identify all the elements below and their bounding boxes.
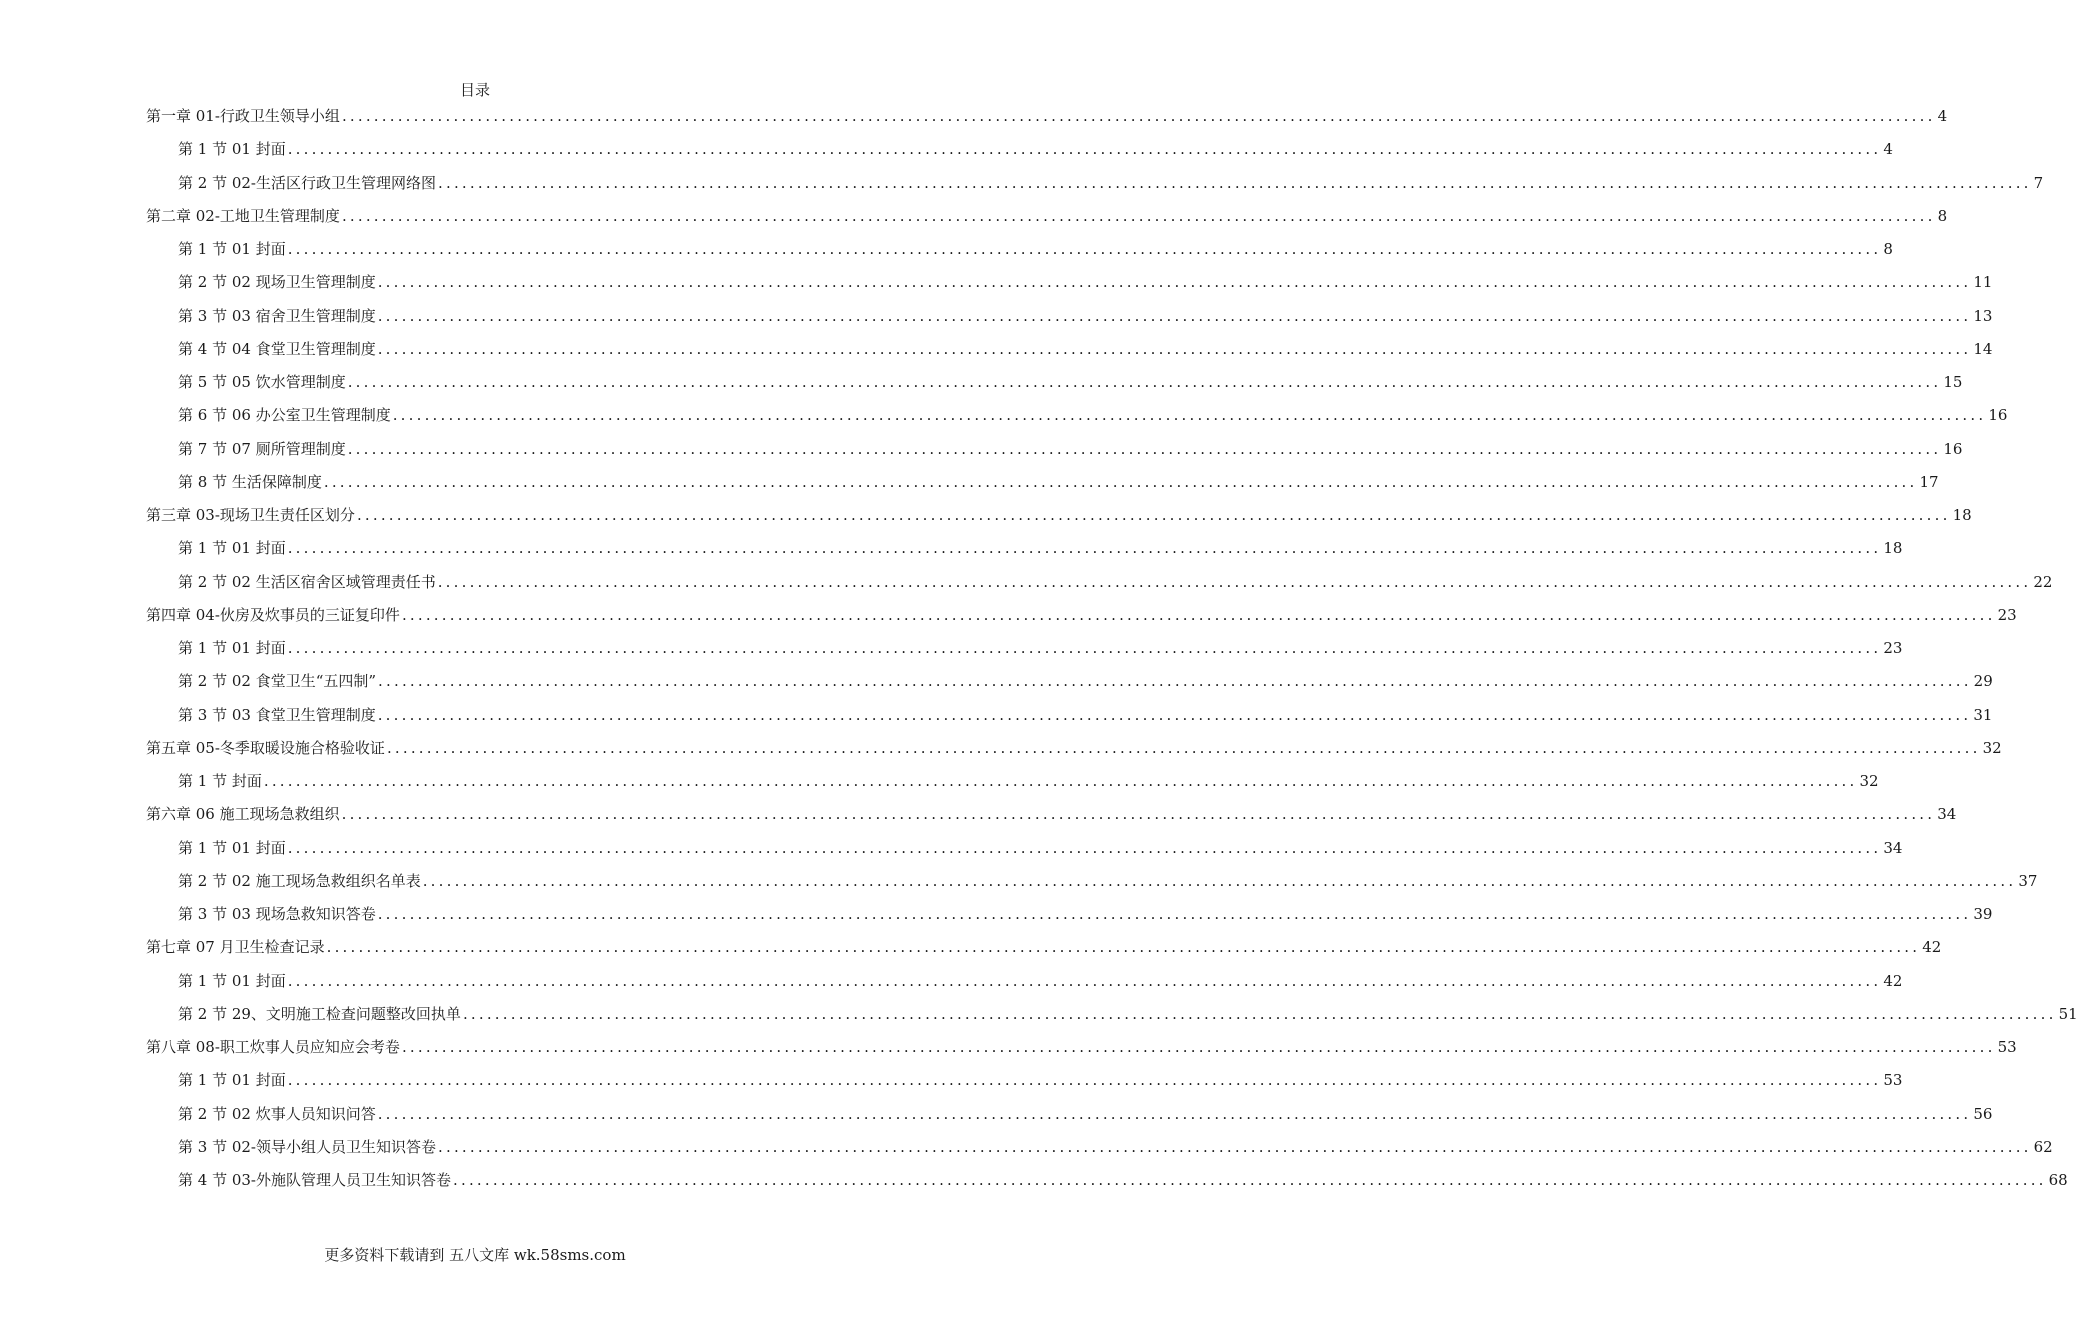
toc-leader-dots: ........................................................................................................................................................................................................	[438, 174, 2032, 192]
toc-leader-dots: ........................................................................................................................................................................................................	[287, 839, 1882, 857]
toc-leader-dots: ........................................................................................................................................................................................................	[377, 905, 1972, 923]
toc-entry-title: 第 4 节 03-外施队管理人员卫生知识答卷	[178, 1171, 452, 1189]
toc-section-entry[interactable]	[178, 338, 1993, 360]
toc-page-number: 8	[1883, 240, 1893, 258]
toc-section-entry[interactable]	[178, 837, 1903, 859]
toc-leader-dots: ........................................................................................................................................................................................................	[287, 140, 1882, 158]
toc-entry-title: 第 2 节 02 炊事人员知识问答	[178, 1105, 376, 1123]
toc-entry-title: 第六章 06 施工现场急救组织	[146, 805, 340, 823]
toc-entry-title: 第 1 节 01 封面	[178, 639, 286, 657]
toc-page-number: 51	[2058, 1005, 2078, 1023]
toc-page-number: 17	[1919, 473, 1939, 491]
toc-entry-title: 第 1 节 01 封面	[178, 539, 286, 557]
toc-entry-title: 第 6 节 06 办公室卫生管理制度	[178, 406, 391, 424]
toc-section-entry[interactable]	[178, 571, 2053, 593]
toc-leader-dots: ........................................................................................................................................................................................................	[377, 273, 1972, 291]
toc-leader-dots: ........................................................................................................................................................................................................	[341, 207, 1936, 225]
toc-page-number: 16	[1988, 406, 2008, 424]
toc-page-number: 23	[1883, 639, 1903, 657]
toc-entry-title: 第四章 04-伙房及炊事员的三证复印件	[146, 606, 400, 624]
toc-leader-dots: ........................................................................................................................................................................................................	[326, 938, 1921, 956]
toc-section-entry[interactable]	[178, 404, 2008, 426]
toc-page-number: 53	[1883, 1071, 1903, 1089]
toc-section-entry[interactable]	[178, 271, 1993, 293]
toc-leader-dots: ........................................................................................................................................................................................................	[401, 1038, 1996, 1056]
toc-page-number: 62	[2033, 1138, 2053, 1156]
toc-page-number: 34	[1937, 805, 1957, 823]
toc-page-number: 39	[1973, 905, 1993, 923]
toc-page-number: 18	[1952, 506, 1972, 524]
toc-page-number: 4	[1883, 140, 1893, 158]
page-footer: 更多资料下载请到 五八文库 wk.58sms.com	[324, 1246, 626, 1264]
toc-entry-title: 第八章 08-职工炊事人员应知应会考卷	[146, 1038, 400, 1056]
toc-leader-dots: ........................................................................................................................................................................................................	[263, 772, 1858, 790]
page-title: 目录	[459, 81, 490, 99]
toc-entry-title: 第 2 节 02 现场卫生管理制度	[178, 273, 376, 291]
toc-leader-dots: ........................................................................................................................................................................................................	[392, 406, 1987, 424]
toc-page-number: 23	[1997, 606, 2017, 624]
toc-page-number: 15	[1943, 373, 1963, 391]
toc-leader-dots: ........................................................................................................................................................................................................	[377, 1105, 1972, 1123]
toc-entry-title: 第 3 节 02-领导小组人员卫生知识答卷	[178, 1138, 437, 1156]
toc-entry-title: 第一章 01-行政卫生领导小组	[146, 107, 340, 125]
toc-entry-title: 第 2 节 29、文明施工检查问题整改回执单	[178, 1005, 461, 1023]
toc-leader-dots: ........................................................................................................................................................................................................	[347, 440, 1942, 458]
toc-leader-dots: ........................................................................................................................................................................................................	[287, 240, 1882, 258]
toc-chapter-entry[interactable]	[146, 803, 1957, 825]
toc-section-entry[interactable]	[178, 138, 1893, 160]
toc-entry-title: 第 1 节 01 封面	[178, 140, 286, 158]
toc-page-number: 8	[1937, 207, 1948, 225]
toc-page-number: 16	[1943, 440, 1963, 458]
toc-page-number: 4	[1937, 107, 1948, 125]
toc-entry-title: 第 7 节 07 厕所管理制度	[178, 440, 346, 458]
toc-leader-dots: ........................................................................................................................................................................................................	[356, 506, 1951, 524]
toc-section-entry[interactable]	[178, 438, 1963, 460]
toc-section-entry[interactable]	[178, 903, 1993, 925]
toc-entry-title: 第 2 节 02 生活区宿舍区域管理责任书	[178, 573, 436, 591]
toc-leader-dots: ........................................................................................................................................................................................................	[287, 639, 1882, 657]
toc-entry-title: 第二章 02-工地卫生管理制度	[146, 207, 340, 225]
toc-leader-dots: ........................................................................................................................................................................................................	[287, 539, 1882, 557]
toc-leader-dots: ........................................................................................................................................................................................................	[377, 340, 1972, 358]
toc-leader-dots: ........................................................................................................................................................................................................	[347, 373, 1942, 391]
toc-entry-title: 第五章 05-冬季取暖设施合格验收证	[146, 739, 385, 757]
toc-leader-dots: ........................................................................................................................................................................................................	[437, 573, 2032, 591]
toc-page-number: 53	[1997, 1038, 2017, 1056]
toc-leader-dots: ........................................................................................................................................................................................................	[386, 739, 1981, 757]
toc-entry-title: 第七章 07 月卫生检查记录	[146, 938, 325, 956]
toc-section-entry[interactable]	[178, 1136, 2053, 1158]
toc-chapter-entry[interactable]	[146, 504, 1972, 526]
toc-section-entry[interactable]	[178, 970, 1903, 992]
toc-page-number: 11	[1973, 273, 1993, 291]
toc-leader-dots: ........................................................................................................................................................................................................	[438, 1138, 2032, 1156]
toc-entry-title: 第 4 节 04 食堂卫生管理制度	[178, 340, 376, 358]
toc-page-number: 22	[2033, 573, 2053, 591]
toc-section-entry[interactable]	[178, 172, 2044, 194]
toc-page-number: 31	[1973, 706, 1993, 724]
toc-entry-title: 第 1 节 封面	[178, 772, 262, 790]
toc-chapter-entry[interactable]	[146, 604, 2017, 626]
toc-leader-dots: ........................................................................................................................................................................................................	[453, 1171, 2047, 1189]
toc-entry-title: 第 2 节 02-生活区行政卫生管理网络图	[178, 174, 437, 192]
toc-entry-title: 第 1 节 01 封面	[178, 972, 286, 990]
toc-page-number: 32	[1982, 739, 2002, 757]
toc-entry-title: 第 2 节 02 食堂卫生“五四制”	[178, 672, 377, 690]
toc-entry-title: 第 5 节 05 饮水管理制度	[178, 373, 346, 391]
toc-page-number: 29	[1973, 672, 1993, 690]
toc-leader-dots: ........................................................................................................................................................................................................	[377, 706, 1972, 724]
toc-entry-title: 第 3 节 03 食堂卫生管理制度	[178, 706, 376, 724]
toc-page-number: 7	[2033, 174, 2044, 192]
toc-leader-dots: ........................................................................................................................................................................................................	[287, 1071, 1882, 1089]
toc-entry-title: 第 1 节 01 封面	[178, 1071, 286, 1089]
toc-chapter-entry[interactable]	[146, 737, 2002, 759]
toc-section-entry[interactable]	[178, 537, 1903, 559]
toc-page-number: 42	[1883, 972, 1903, 990]
toc-entry-title: 第 8 节 生活保障制度	[178, 473, 322, 491]
toc-leader-dots: ........................................................................................................................................................................................................	[378, 672, 1972, 690]
toc-entry-title: 第 2 节 02 施工现场急救组织名单表	[178, 872, 421, 890]
toc-entry-title: 第 3 节 03 现场急救知识答卷	[178, 905, 376, 923]
toc-page-number: 32	[1859, 772, 1879, 790]
toc-page-number: 56	[1973, 1105, 1993, 1123]
toc-page-number: 34	[1883, 839, 1903, 857]
toc-page-number: 13	[1973, 307, 1993, 325]
toc-leader-dots: ........................................................................................................................................................................................................	[323, 473, 1918, 491]
toc-leader-dots: ........................................................................................................................................................................................................	[341, 107, 1936, 125]
toc-leader-dots: ........................................................................................................................................................................................................	[377, 307, 1972, 325]
toc-leader-dots: ........................................................................................................................................................................................................	[422, 872, 2017, 890]
toc-section-entry[interactable]	[178, 670, 1993, 692]
toc-section-entry[interactable]	[178, 1003, 2078, 1025]
toc-entry-title: 第 1 节 01 封面	[178, 240, 286, 258]
toc-section-entry[interactable]	[178, 637, 1903, 659]
toc-section-entry[interactable]	[178, 305, 1993, 327]
toc-page-number: 18	[1883, 539, 1903, 557]
toc-chapter-entry[interactable]	[146, 205, 1948, 227]
toc-leader-dots: ........................................................................................................................................................................................................	[462, 1005, 2057, 1023]
toc-entry-title: 第 1 节 01 封面	[178, 839, 286, 857]
toc-page-number: 37	[2018, 872, 2038, 890]
toc-leader-dots: ........................................................................................................................................................................................................	[401, 606, 1996, 624]
toc-section-entry[interactable]	[178, 1103, 1993, 1125]
toc-entry-title: 第 3 节 03 宿舍卫生管理制度	[178, 307, 376, 325]
toc-section-entry[interactable]	[178, 870, 2038, 892]
toc-section-entry[interactable]	[178, 1069, 1903, 1091]
toc-leader-dots: ........................................................................................................................................................................................................	[287, 972, 1882, 990]
toc-section-entry[interactable]	[178, 471, 1939, 493]
toc-page-number: 42	[1922, 938, 1942, 956]
toc-section-entry[interactable]	[178, 1169, 2068, 1191]
toc-chapter-entry[interactable]	[146, 1036, 2017, 1058]
toc-page-number: 68	[2048, 1171, 2068, 1189]
toc-page-number: 14	[1973, 340, 1993, 358]
toc-section-entry[interactable]	[178, 238, 1893, 260]
toc-entry-title: 第三章 03-现场卫生责任区划分	[146, 506, 355, 524]
toc-section-entry[interactable]	[178, 770, 1879, 792]
toc-chapter-entry[interactable]	[146, 936, 1942, 958]
toc-leader-dots: ........................................................................................................................................................................................................	[341, 805, 1936, 823]
toc-section-entry[interactable]	[178, 371, 1963, 393]
toc-section-entry[interactable]	[178, 704, 1993, 726]
toc-chapter-entry[interactable]	[146, 105, 1948, 127]
